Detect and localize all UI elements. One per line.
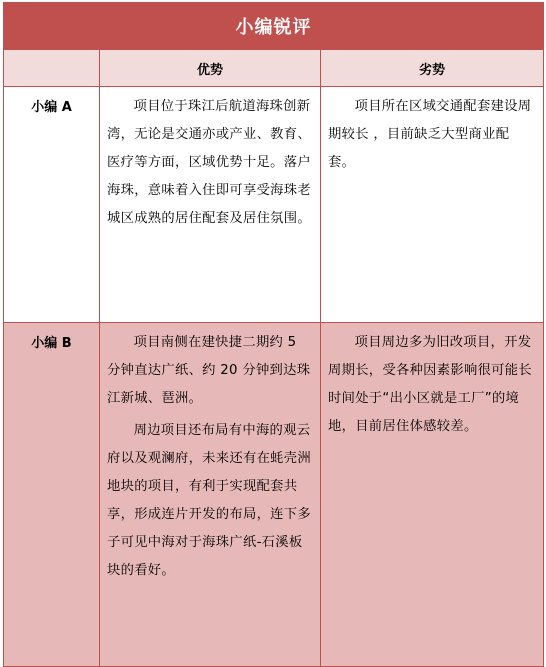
header-disadvantages: 劣势 [321,50,544,87]
disadvantages-cell [321,323,544,667]
advantages-paragraph: 项目位于珠江后航道海珠创新湾，无论是交通亦或产业、教育、医疗等方面，区域优势十足。落户海珠，意味着入住即可享受海珠老城区成熟的居住配套及居住氛围。 [107,99,311,226]
table-row [4,87,544,323]
header-advantages: 优势 [100,50,321,87]
advantages-cell [100,87,321,323]
review-table [3,2,544,667]
advantages-paragraph: 周边项目还布局有中海的观云府以及观澜府，未来还有在蚝壳洲地块的项目，有利于实现配套共享，形成连片开发的布局，连下多子可见中海对于海珠广纸-石溪板块的看好。 [107,423,311,578]
title-row [4,3,544,50]
disadvantages-paragraph: 项目所在区域交通配套建设周期较长 ，目前缺乏大型商业配套。 [328,99,532,170]
header-row [4,50,544,87]
header-empty-cell [4,50,100,87]
advantages-paragraph: 项目南侧在建快捷二期约 5 分钟直达广纸、约 20 分钟到达珠江新城、琶洲。 [107,335,311,406]
table-title: 小编锐评 [4,3,544,50]
reviewer-name: 小编 A [4,87,100,323]
advantages-cell [100,323,321,667]
disadvantages-paragraph: 项目周边多为旧改项目，开发周期长，受各种因素影响很可能长时间处于“出小区就是工厂”的境地，目前居住体感较差。 [328,335,532,434]
reviewer-name: 小编 B [4,323,100,667]
table-row [4,323,544,667]
disadvantages-cell [321,87,544,323]
